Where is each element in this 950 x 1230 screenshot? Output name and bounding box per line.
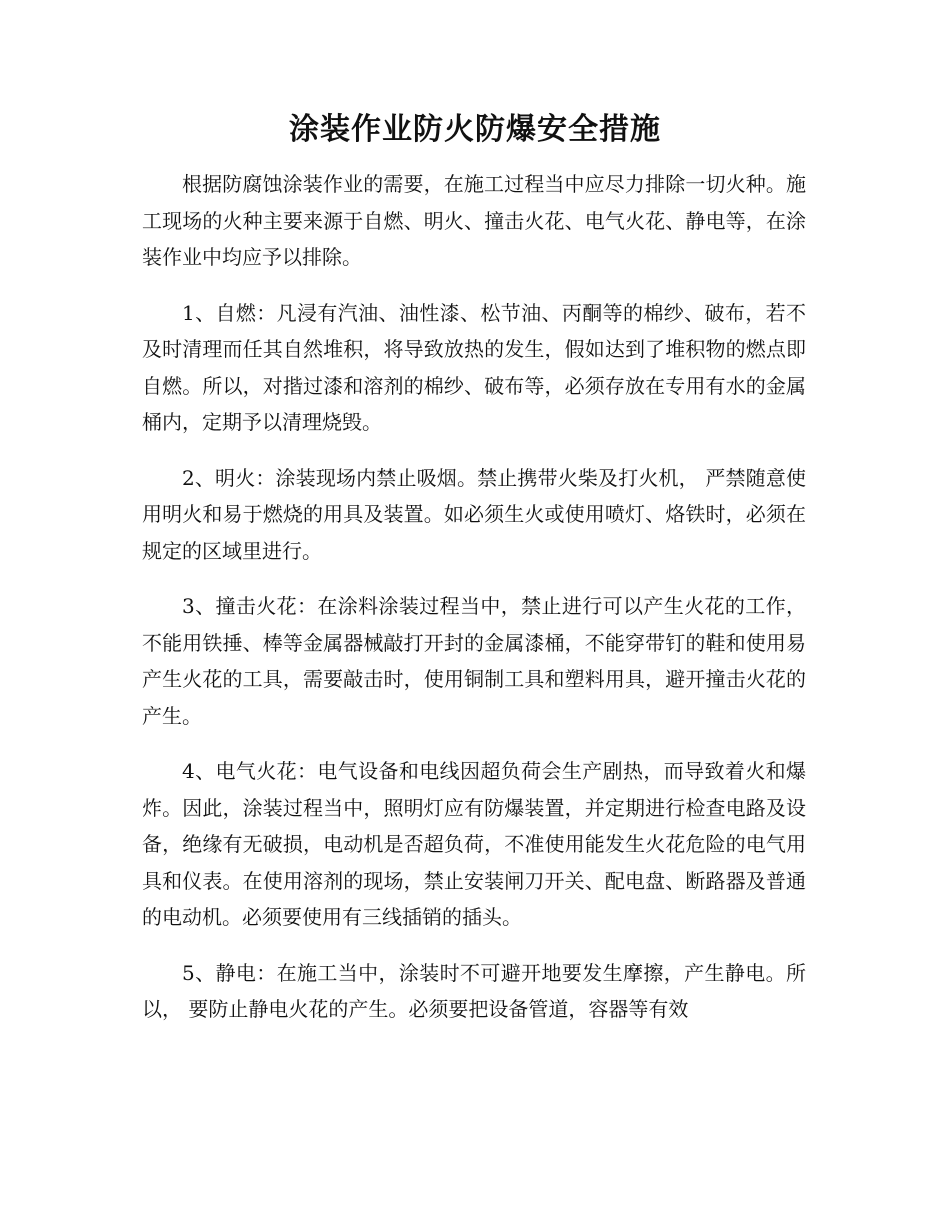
section-impact-sparks: 3、撞击火花：在涂料涂装过程当中，禁止进行可以产生火花的工作，不能用铁捶、棒等金属器械敲打开封的金属漆桶，不能穿带钉的鞋和使用易产生火花的工具，需要敲击时，使用铜制工具和塑料用具，避开撞击火花的产生。	[142, 594, 806, 728]
document-body	[142, 166, 806, 1047]
intro-paragraph: 根据防腐蚀涂装作业的需要，在施工过程当中应尽力排除一切火种。施工现场的火种主要来源于自燃、明火、撞击火花、电气火花、静电等，在涂装作业中均应予以排除。	[142, 172, 806, 269]
section-open-flame: 2、明火：涂装现场内禁止吸烟。禁止携带火柴及打火机， 严禁随意使用明火和易于燃烧的用具及装置。如必须生火或使用喷灯、烙铁时，必须在规定的区域里进行。	[142, 465, 806, 563]
section-static-electricity: 5、静电：在施工当中，涂装时不可避开地要发生摩擦，产生静电。所以， 要防止静电火花的产生。必须要把设备管道，容器等有效	[142, 960, 806, 1021]
section-electrical-sparks: 4、电气火花：电气设备和电线因超负荷会生产剧热，而导致着火和爆炸。因此，涂装过程当中，照明灯应有防爆装置，并定期进行检查电路及设备，绝缘有无破损，电动机是否超负荷，不准使用能发生火花危险的电气用具和仪表。在使用溶剂的现场，禁止安装闸刀开关、配电盘、断路器及普通的电动机。必须要使用有三线插销的插头。	[142, 759, 806, 929]
document-title: 涂装作业防火防爆安全措施	[289, 112, 661, 147]
section-spontaneous-combustion: 1、自燃：凡浸有汽油、油性漆、松节油、丙酮等的棉纱、破布，若不及时清理而任其自然堆积，将导致放热的发生，假如达到了堆积物的燃点即自燃。所以，对揩过漆和溶剂的棉纱、破布等，必须存放在专用有水的金属桶内，定期予以清理烧毁。	[142, 300, 806, 434]
